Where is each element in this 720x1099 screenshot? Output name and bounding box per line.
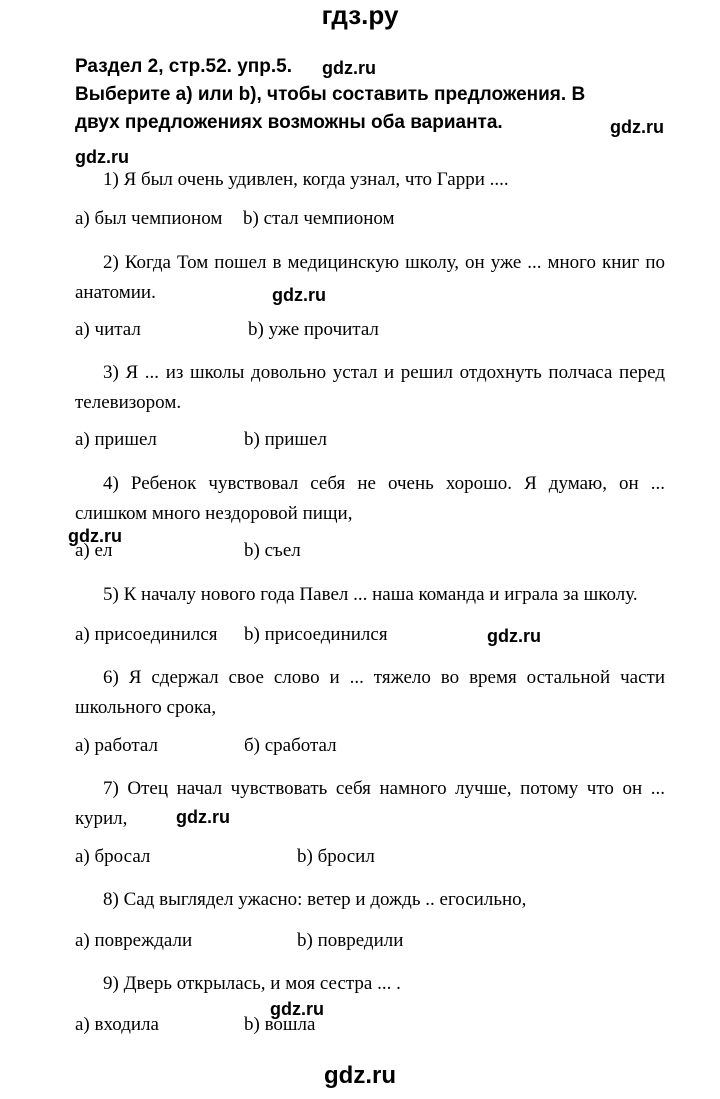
watermark: gdz.ru: [272, 285, 326, 305]
option-a-7: а) бросал: [75, 846, 151, 867]
option-a-2: а) читал: [75, 319, 141, 340]
option-a-3: а) пришел: [75, 429, 157, 450]
watermark: gdz.ru: [75, 147, 129, 167]
option-b-4: b) съел: [244, 540, 301, 561]
watermark: gdz.ru: [68, 526, 122, 546]
question-5: 5) К началу нового года Павел ... наша команда и играла за школу.: [103, 584, 638, 605]
watermark: gdz.ru: [487, 626, 541, 646]
question-4: 4) Ребенок чувствовал себя не очень хорошо. Я думаю, он ... слишком много нездоровой пищи,: [75, 473, 665, 524]
option-b-9: b) вошла: [244, 1014, 316, 1035]
section-heading: [75, 56, 292, 78]
option-b-1: b) стал чемпионом: [243, 208, 395, 229]
option-a-9: а) входила: [75, 1014, 159, 1035]
footer-watermark: gdz.ru: [324, 1062, 396, 1089]
question-2: 2) Когда Том пошел в медицинскую школу, он уже ... много книг по анатомии.: [75, 252, 665, 303]
option-a-5: а) присоединился: [75, 624, 218, 645]
watermark: gdz.ru: [270, 999, 324, 1019]
option-b-8: b) повредили: [297, 930, 404, 951]
instruction-line-2: двух предложениях возможны оба варианта.: [75, 112, 503, 133]
question-8: 8) Сад выглядел ужасно: ветер и дождь .. егосильно,: [103, 889, 527, 910]
question-7: 7) Отец начал чувствовать себя намного лучше, потому что он ... курил,: [75, 778, 665, 829]
section-label: Раздел 2, стр.52. упр.5.: [75, 56, 292, 77]
question-6: 6) Я сдержал свое слово и ... тяжело во время остальной части школьного срока,: [75, 667, 665, 718]
option-a-6: а) работал: [75, 735, 158, 756]
option-b-6: б) сработал: [244, 735, 337, 756]
watermark: gdz.ru: [176, 807, 230, 827]
option-b-3: b) пришел: [244, 429, 327, 450]
option-b-7: b) бросил: [297, 846, 375, 867]
watermark: gdz.ru: [610, 117, 664, 137]
option-a-4: а) ел: [75, 540, 113, 561]
watermark: gdz.ru: [322, 58, 376, 78]
option-b-5: b) присоединился: [244, 624, 388, 645]
question-1: 1) Я был очень удивлен, когда узнал, что Гарри ....: [103, 169, 509, 190]
question-9: 9) Дверь открылась, и моя сестра ... .: [103, 973, 401, 994]
option-a-8: а) повреждали: [75, 930, 193, 951]
instruction-line-1: Выберите а) или b), чтобы составить предложения. В: [75, 84, 586, 105]
option-b-2: b) уже прочитал: [248, 319, 379, 340]
site-title: гдз.ру: [321, 0, 399, 30]
question-3: 3) Я ... из школы довольно устал и решил отдохнуть полчаса перед телевизором.: [75, 362, 665, 413]
option-a-1: а) был чемпионом: [75, 208, 223, 229]
